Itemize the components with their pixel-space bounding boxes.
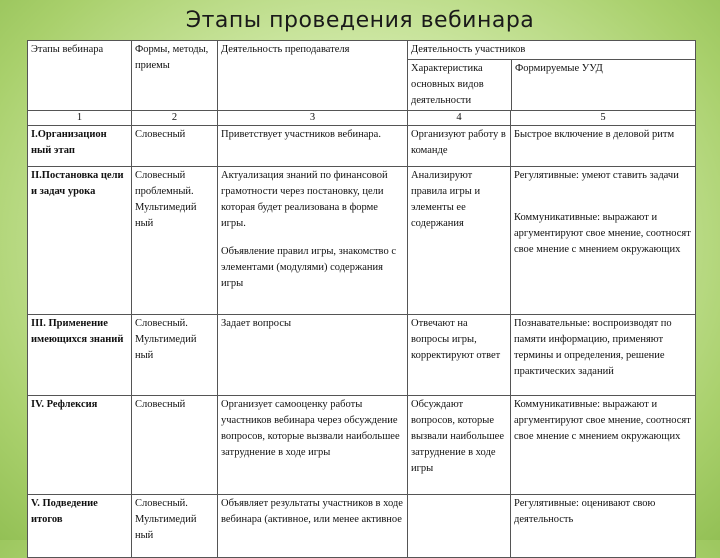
teacher-text: Актуализация знаний по финансовой грамотности через постановку, цели которая будет реализована в форме игры. bbox=[221, 170, 388, 229]
stage-cell: II.Постановка цели и задач урока bbox=[28, 167, 132, 315]
form-cell: Словесный. Мультимедий ный bbox=[132, 495, 218, 558]
uud-cell bbox=[511, 167, 696, 315]
uud-cell: Регулятивные: оценивают свою деятельность bbox=[511, 495, 696, 558]
table-row bbox=[28, 167, 696, 315]
header-stages: Этапы вебинара bbox=[28, 41, 132, 111]
uud-cell: Коммуникативные: выражают и аргументируют свое мнение, соотносят свое мнение с мнением окружающих bbox=[511, 396, 696, 495]
participants-cell: Отвечают на вопросы игры, корректируют ответ bbox=[408, 315, 511, 396]
webinar-stages-table bbox=[27, 40, 696, 558]
stage-cell: III. Применение имеющихся знаний bbox=[28, 315, 132, 396]
teacher-cell bbox=[218, 167, 408, 315]
header-row bbox=[28, 41, 696, 111]
participants-cell bbox=[408, 495, 511, 558]
form-cell: Словесный bbox=[132, 396, 218, 495]
form-cell: Словесный. Мультимедий ный bbox=[132, 315, 218, 396]
uud-cell: Познавательные: воспроизводят по памяти информацию, применяют термины и определения, решение практических заданий bbox=[511, 315, 696, 396]
table-row bbox=[28, 315, 696, 396]
table-row bbox=[28, 396, 696, 495]
stage-cell: I.Организацион ный этап bbox=[28, 126, 132, 167]
teacher-cell: Приветствует участников вебинара. bbox=[218, 126, 408, 167]
participants-cell: Обсуждают вопросов, которые вызвали наибольшее затруднение в ходе игры bbox=[408, 396, 511, 495]
participants-cell: Организуют работу в команде bbox=[408, 126, 511, 167]
teacher-cell: Объявляет результаты участников в ходе вебинара (активное, или менее активное bbox=[218, 495, 408, 558]
header-participants bbox=[408, 41, 696, 111]
col-number: 5 bbox=[511, 111, 696, 126]
header-activity-types: Характеристика основных видов деятельности bbox=[408, 60, 512, 110]
number-row bbox=[28, 111, 696, 126]
stage-cell: IV. Рефлексия bbox=[28, 396, 132, 495]
uud-text: Регулятивные: умеют ставить задачи bbox=[514, 170, 679, 181]
teacher-cell: Организует самооценку работы участников вебинара через обсуждение вопросов, которые вызвали наибольшее затруднение в ходе игры bbox=[218, 396, 408, 495]
table-row bbox=[28, 126, 696, 167]
header-teacher: Деятельность преподавателя bbox=[218, 41, 408, 111]
col-number: 2 bbox=[132, 111, 218, 126]
participants-cell: Анализируют правила игры и элементы ее содержания bbox=[408, 167, 511, 315]
header-forms: Формы, методы, приемы bbox=[132, 41, 218, 111]
form-cell: Словесный bbox=[132, 126, 218, 167]
stage-cell: V. Подведение итогов bbox=[28, 495, 132, 558]
form-cell: Словесный проблемный. Мультимедий ный bbox=[132, 167, 218, 315]
col-number: 1 bbox=[28, 111, 132, 126]
uud-text-2: Коммуникативные: выражают и аргументируют свое мнение, соотносят свое мнение с мнением окружающих bbox=[514, 212, 691, 255]
header-participants-title: Деятельность участников bbox=[408, 41, 695, 60]
uud-cell: Быстрое включение в деловой ритм bbox=[511, 126, 696, 167]
teacher-cell: Задает вопросы bbox=[218, 315, 408, 396]
header-uud: Формируемые УУД bbox=[515, 63, 603, 74]
page-title: Этапы проведения вебинара bbox=[185, 8, 535, 33]
teacher-text-2: Объявление правил игры, знакомство с элементами (модулями) содержания игры bbox=[221, 246, 396, 289]
col-number: 4 bbox=[408, 111, 511, 126]
table-row bbox=[28, 495, 696, 558]
col-number: 3 bbox=[218, 111, 408, 126]
